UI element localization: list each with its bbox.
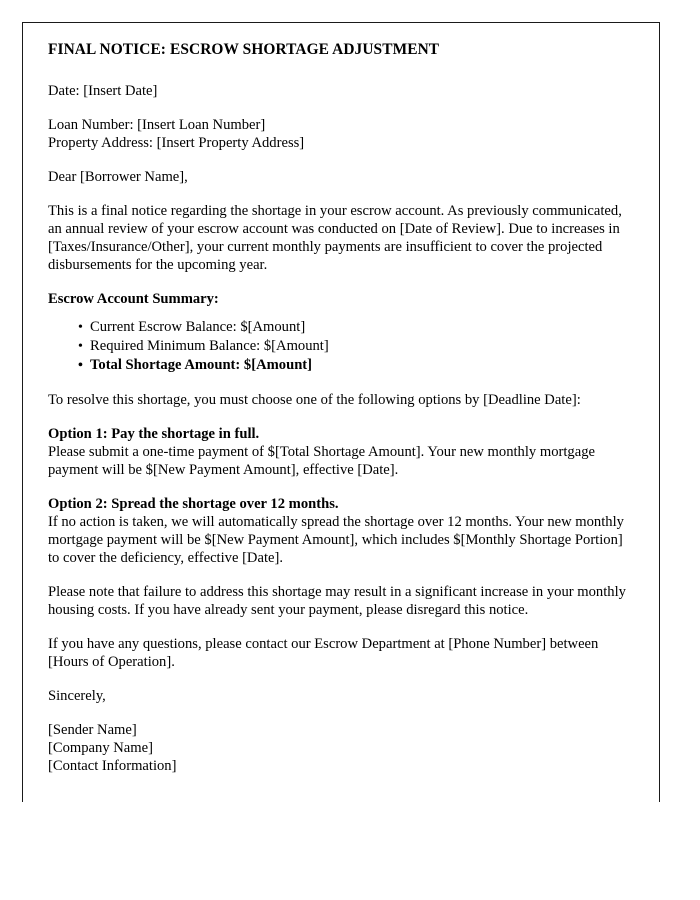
contact-paragraph: If you have any questions, please contact our Escrow Department at [Phone Number] between [Hours of Operation]. <box>48 636 599 670</box>
date-line: Date: [Insert Date] <box>48 83 158 99</box>
loan-identification-block <box>48 116 628 152</box>
company-name: [Company Name] <box>48 740 153 756</box>
list-item: • Required Minimum Balance: $[Amount] <box>48 337 628 356</box>
warning-paragraph: Please note that failure to address this shortage may result in a significant increase in your monthly housing costs. If you have already sent your payment, please disregard this notice. <box>48 584 626 618</box>
list-item: • Total Shortage Amount: $[Amount] <box>48 356 628 375</box>
closing-salutation: Sincerely, <box>48 688 106 704</box>
intro-paragraph: This is a final notice regarding the shortage in your escrow account. As previously communicated, an annual review of your escrow account was conducted on [Date of Review]. Due to increases in [Taxes/Insurance/Other], your current monthly payments are insufficient to cover the projected disbursements for the upcoming year. <box>48 203 622 273</box>
escrow-summary-heading: Escrow Account Summary: <box>48 291 219 307</box>
property-address-line: Property Address: [Insert Property Address] <box>48 135 305 151</box>
loan-number-line: Loan Number: [Insert Loan Number] <box>48 117 266 133</box>
contact-information: [Contact Information] <box>48 758 177 774</box>
option-1-block <box>48 425 628 479</box>
list-item: • Current Escrow Balance: $[Amount] <box>48 318 628 337</box>
option-1-heading: Option 1: Pay the shortage in full. <box>48 426 260 442</box>
escrow-summary-list <box>48 318 628 375</box>
sender-name: [Sender Name] <box>48 722 137 738</box>
resolve-instruction-paragraph: To resolve this shortage, you must choose one of the following options by [Deadline Date]: <box>48 392 581 408</box>
option-2-heading: Option 2: Spread the shortage over 12 months. <box>48 496 339 512</box>
signature-block <box>48 721 628 775</box>
salutation: Dear [Borrower Name], <box>48 169 188 185</box>
option-2-body: If no action is taken, we will automatically spread the shortage over 12 months. Your new monthly mortgage payment will be $[New Payment Amount], which includes $[Monthly Shortage Portion] to cover the deficiency, effective [Date]. <box>48 514 624 566</box>
option-1-body: Please submit a one-time payment of $[Total Shortage Amount]. Your new monthly mortgage payment will be $[New Payment Amount], effective [Date]. <box>48 444 595 478</box>
page-title: FINAL NOTICE: ESCROW SHORTAGE ADJUSTMENT <box>48 41 440 58</box>
letter-body <box>48 40 628 775</box>
option-2-block <box>48 495 628 567</box>
